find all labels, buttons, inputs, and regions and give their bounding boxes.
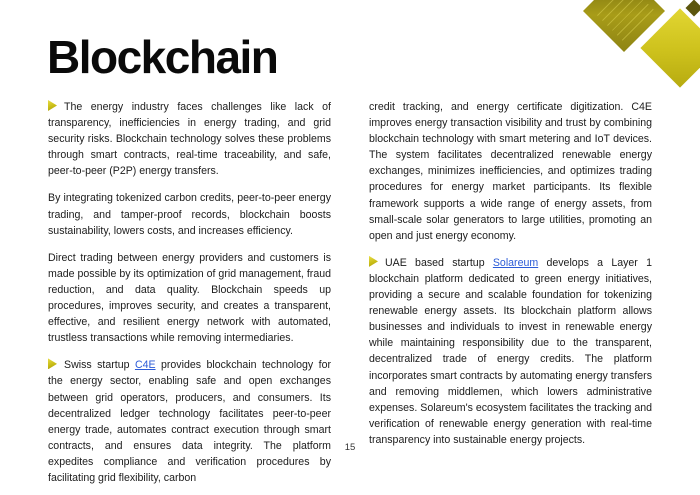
paragraph-direct-trading	[48, 250, 331, 347]
arrow-bullet-icon	[48, 100, 57, 111]
small-diamond-shape	[686, 0, 700, 16]
left-column	[48, 99, 331, 495]
arrow-bullet-icon	[369, 256, 378, 267]
paragraph-energy-challenges	[48, 99, 331, 179]
right-column	[369, 99, 652, 495]
paragraph-text: provides blockchain technology for the energy sector, enabling safe and open exchanges between grid operators, producers, and consumers. Its decentralized ledger technology facilitates peer-to-peer energy trade, automates contract execution through smart contracts, and ensures data integrity. The platform expedites compliance and verification procedures by facilitating grid flexibility, carbon	[48, 359, 332, 484]
paragraph-text: Direct trading between energy providers and customers is made possible by its optimization of grid management, fraud reduction, and data quality. Blockchain speeds up procedures, improves security, and creates a transparent, effective, and resilient energy network with automated, trustless transactions while removing intermediaries.	[48, 251, 331, 345]
paragraph-tokenized-credits	[48, 190, 331, 238]
paragraph-text: UAE based startup	[385, 256, 493, 269]
solareum-link[interactable]: Solareum	[492, 256, 539, 269]
page-number: 15	[344, 442, 356, 453]
paragraph-credit-tracking	[369, 99, 652, 244]
arrow-bullet-icon	[48, 358, 57, 369]
paragraph-text: Swiss startup	[64, 359, 135, 372]
page-title: Blockchain	[47, 31, 278, 83]
text-columns	[48, 99, 652, 495]
paragraph-uae-startup	[369, 255, 652, 448]
c4e-link[interactable]: C4E	[134, 359, 156, 372]
paragraph-text: develops a Layer 1 blockchain platform dedicated to green energy initiatives, providing a secure and scalable foundation for tokenizing renewable energy assets. Its blockchain platform allows businesses and individuals to invest in renewable energy while maintaining responsibility due to the transparent, decentralized trade of energy credits. The platform incorporates smart contracts by automating energy transfers and removing middlemen, which lowers administrative expenses. Solareum's ecosystem facilitates the tracking and verification of renewable energy generation with real-time transparency into sustainable energy projects.	[369, 256, 652, 446]
paragraph-text: The energy industry faces challenges like lack of transparency, inefficiencies in energy trading, and grid security risks. Blockchain technology solves these problems through smart contracts, real-time traceability, and safe, peer-to-peer (P2P) energy transfers.	[48, 101, 331, 178]
paragraph-text: credit tracking, and energy certificate digitization. C4E improves energy transaction visibility and trust by combining blockchain technology with smart metering and IoT devices. The system facilitates decentralized renewable energy exchanges, minimizes inefficiencies, and optimizes trading procedures for energy market participants. Its flexible framework supports a wide range of energy assets, from small-scale solar generators to large utilities, promoting an open and just energy economy.	[369, 101, 652, 242]
paragraph-swiss-startup	[48, 357, 331, 486]
paragraph-text: By integrating tokenized carbon credits, peer-to-peer energy trading, and tamper-proof records, blockchain boosts sustainability, lowers costs, and increases efficiency.	[48, 192, 331, 237]
